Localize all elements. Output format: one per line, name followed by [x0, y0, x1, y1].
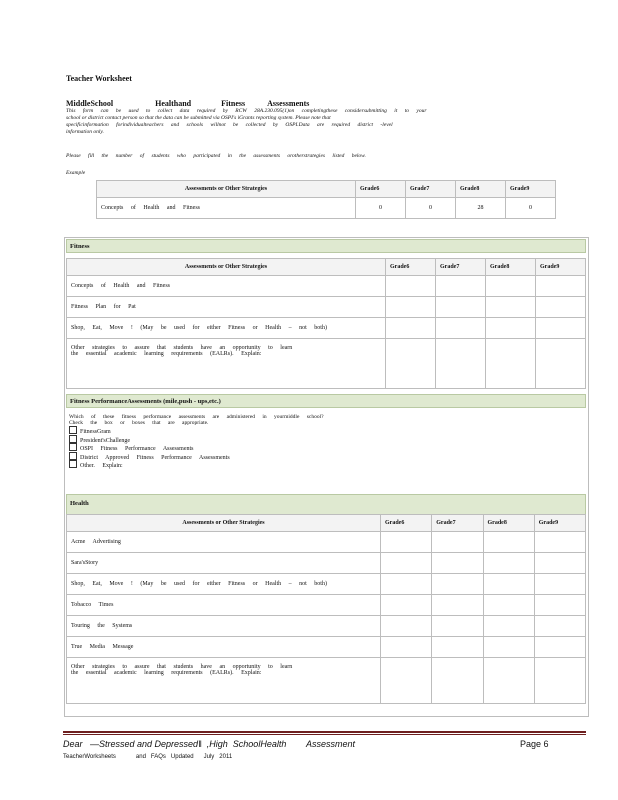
column-header: Grade7 [406, 181, 456, 198]
grade-input[interactable] [432, 574, 483, 595]
worksheet-title: Teacher Worksheet [66, 74, 132, 83]
row-line: Other strategies to assure that students have an opportunity to learn [71, 664, 293, 670]
table-row-label: Acme Advertising [67, 532, 381, 553]
grade-input[interactable] [386, 276, 436, 297]
column-header: Assessments or Other Strategies [67, 515, 381, 532]
grade-input[interactable] [534, 616, 585, 637]
grade-input[interactable] [432, 553, 483, 574]
checkbox[interactable] [69, 460, 77, 468]
health-table [66, 514, 586, 704]
grade-input[interactable] [386, 318, 436, 339]
grade-input[interactable] [386, 297, 436, 318]
intro-text [66, 108, 586, 136]
footer-divider [63, 731, 586, 733]
table-row-label: Shop, Eat, Move ! (May be used for either Fitness or Health – not both) [67, 574, 381, 595]
subtitle-part: Healthand [155, 99, 192, 108]
intro-line: information only. [66, 129, 104, 135]
table-row-label [67, 658, 381, 704]
intro-line: specificinformation forindividualteachers and schools willnot be collected by OSPI.Data are required district -level [66, 122, 393, 128]
grade-input[interactable] [483, 574, 534, 595]
table-row-label: Touring the Systems [67, 616, 381, 637]
intro-line: school or district contact person so that the data can be submitted via OSPI's iGrants reporting system. Please note that [66, 115, 331, 121]
column-header: Grade6 [386, 259, 436, 276]
checkbox[interactable] [69, 426, 77, 434]
grade-input[interactable] [483, 637, 534, 658]
table-cell: 0 [506, 198, 556, 219]
grade-input[interactable] [432, 658, 483, 704]
intro-line: This form can be used to collect data required by RCW 28A.230.095(1)on completingthese considersubmitting it to your [66, 108, 427, 114]
grade-input[interactable] [534, 595, 585, 616]
column-header: Grade8 [486, 259, 536, 276]
column-header: Assessments or Other Strategies [67, 259, 386, 276]
subtitle-part: Fitness [221, 99, 246, 108]
row-line: the essential academic learning requirements (EALRs). Explain: [71, 351, 262, 357]
table-cell: 28 [456, 198, 506, 219]
table-cell: 0 [406, 198, 456, 219]
section-subtitle [66, 99, 309, 108]
footer-title: Dear ―Stressed and Depressed‖ ,High SchoolHealth Assessment [63, 739, 356, 749]
table-cell: Concepts of Health and Fitness [97, 198, 356, 219]
grade-input[interactable] [432, 532, 483, 553]
checkbox-option[interactable]: OSPI Fitness Performance Assessments [69, 443, 584, 452]
grade-input[interactable] [381, 532, 432, 553]
grade-input[interactable] [381, 574, 432, 595]
grade-input[interactable] [436, 276, 486, 297]
grade-input[interactable] [483, 658, 534, 704]
section-header-health: Health [66, 494, 586, 516]
grade-input[interactable] [381, 637, 432, 658]
fitness-performance-block [69, 414, 584, 469]
grade-input[interactable] [483, 595, 534, 616]
grade-input[interactable] [381, 616, 432, 637]
grade-input[interactable] [483, 532, 534, 553]
grade-input[interactable] [536, 297, 586, 318]
grade-input[interactable] [536, 318, 586, 339]
table-row-label: Concepts of Health and Fitness [67, 276, 386, 297]
instructions-text: Please fill the number of students who participated in the assessments orotherstrategies listed below. [66, 153, 366, 159]
grade-input[interactable] [483, 553, 534, 574]
column-header: Assessments or Other Strategies [97, 181, 356, 198]
checkbox-option[interactable]: President'sChallenge [69, 435, 584, 444]
grade-input[interactable] [534, 553, 585, 574]
checkbox-option[interactable]: District Approved Fitness Performance Assessments [69, 452, 584, 461]
checkbox[interactable] [69, 435, 77, 443]
grade-input[interactable] [483, 616, 534, 637]
subtitle-part: Assessments [267, 99, 310, 108]
table-row-label [67, 339, 386, 389]
column-header: Grade6 [381, 515, 432, 532]
grade-input[interactable] [432, 595, 483, 616]
grade-input[interactable] [436, 339, 486, 389]
checkbox[interactable] [69, 452, 77, 460]
grade-input[interactable] [381, 658, 432, 704]
column-header: Grade6 [356, 181, 406, 198]
table-row-label: Tobacco Times [67, 595, 381, 616]
grade-input[interactable] [486, 276, 536, 297]
grade-input[interactable] [486, 339, 536, 389]
grade-input[interactable] [534, 658, 585, 704]
section-header-fitness: Fitness [66, 239, 586, 253]
column-header: Grade8 [456, 181, 506, 198]
column-header: Grade9 [506, 181, 556, 198]
grade-input[interactable] [536, 276, 586, 297]
grade-input[interactable] [536, 339, 586, 389]
grade-input[interactable] [534, 574, 585, 595]
question-text: Check the box or boxes that are appropriate. [69, 420, 209, 426]
checkbox[interactable] [69, 443, 77, 451]
footer-divider [63, 734, 586, 735]
table-row-label: Shop, Eat, Move ! (May be used for either Fitness or Health – not both) [67, 318, 386, 339]
grade-input[interactable] [432, 616, 483, 637]
grade-input[interactable] [534, 637, 585, 658]
grade-input[interactable] [436, 297, 486, 318]
grade-input[interactable] [486, 318, 536, 339]
grade-input[interactable] [534, 532, 585, 553]
footer-subtitle: TeacherWorksheets and FAQs Updated July 2011 [63, 754, 233, 760]
table-cell: 0 [356, 198, 406, 219]
checkbox-option[interactable]: FitnessGram [69, 426, 584, 435]
example-table [96, 180, 556, 219]
column-header: Grade7 [436, 259, 486, 276]
checkbox-option[interactable]: Other. Explain: [69, 460, 584, 469]
column-header: Grade8 [483, 515, 534, 532]
grade-input[interactable] [381, 553, 432, 574]
row-line: the essential academic learning requirements (EALRs). Explain: [71, 670, 262, 676]
grade-input[interactable] [432, 637, 483, 658]
column-header: Grade9 [536, 259, 586, 276]
subtitle-part: MiddleSchool [66, 99, 114, 108]
column-header: Grade9 [534, 515, 585, 532]
question-text: Which of these fitness performance assessments are administered in yourmiddle school? [69, 414, 324, 420]
grade-input[interactable] [381, 595, 432, 616]
grade-input[interactable] [436, 318, 486, 339]
page-number: Page 6 [520, 739, 549, 749]
grade-input[interactable] [386, 339, 436, 389]
fitness-table [66, 258, 586, 389]
grade-input[interactable] [486, 297, 536, 318]
section-header-fitness-performance: Fitness PerformanceAssessments (mile,push - ups,etc.) [66, 394, 586, 408]
example-label: Example [66, 170, 86, 176]
table-row-label: True Media Message [67, 637, 381, 658]
table-row-label: Fitness Plan for Pat [67, 297, 386, 318]
table-row-label: Sara'sStory [67, 553, 381, 574]
column-header: Grade7 [432, 515, 483, 532]
row-line: Other strategies to assure that students have an opportunity to learn [71, 345, 293, 351]
